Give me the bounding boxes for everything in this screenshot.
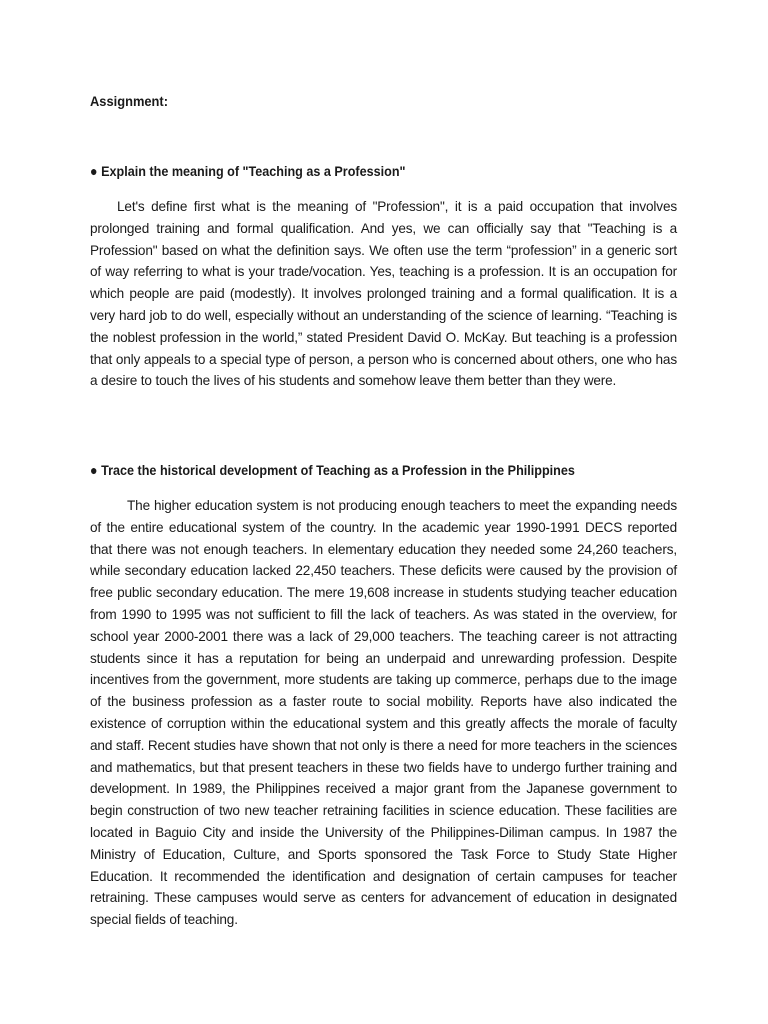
section-heading-teaching-profession: ● Explain the meaning of "Teaching as a Profession" — [90, 163, 406, 179]
section-heading-historical-development: ● Trace the historical development of Teaching as a Profession in the Philippines — [90, 462, 575, 478]
section-body-teaching-profession: Let's define first what is the meaning of "Profession", it is a paid occupation that involves prolonged training and formal qualification. And yes, we can officially say that "Teaching is a Profession" based on what the definition says. We often use the term “profession” in a generic sort of way referring to what is your trade/vocation. Yes, teaching is a profession. It is an occupation for which people are paid (modestly). It involves prolonged training and a formal qualification. It is a very hard job to do well, especially without an understanding of the science of learning. “Teaching is the noblest profession in the world,” stated President David O. McKay. But teaching is a profession that only appeals to a special type of person, a person who is concerned about others, one who has a desire to touch the lives of his students and somehow leave them better than they were. — [90, 199, 677, 389]
document-title: Assignment: — [90, 93, 169, 109]
section-body-historical-development: The higher education system is not producing enough teachers to meet the expanding needs of the entire educational system of the country. In the academic year 1990-1991 DECS reported that there was not enough teachers. In elementary education they needed some 24,260 teachers, while secondary education lacked 22,450 teachers. These deficits were caused by the provision of free public secondary education. The mere 19,608 increase in students studying teacher education from 1990 to 1995 was not sufficient to fill the lack of teachers. As was stated in the overview, for school year 2000-2001 there was a lack of 29,000 teachers. The teaching career is not attracting students since it has a reputation for being an underpaid and unrewarding profession. Despite incentives from the government, more students are taking up commerce, perhaps due to the image of the business profession as a faster route to social mobility. Reports have also indicated the existence of corruption within the educational system and this greatly affects the morale of faculty and staff. Recent studies have shown that not only is there a need for more teachers in the sciences and mathematics, but that present teachers in these two fields have to undergo further training and development. In 1989, the Philippines received a major grant from the Japanese government to begin construction of two new teacher retraining facilities in science education. These facilities are located in Baguio City and inside the University of the Philippines-Diliman campus. In 1987 the Ministry of Education, Culture, and Sports sponsored the Task Force to Study State Higher Education. It recommended the identification and designation of certain campuses for teacher retraining. These campuses would serve as centers for advancement of education in designated special fields of teaching. — [90, 498, 677, 928]
